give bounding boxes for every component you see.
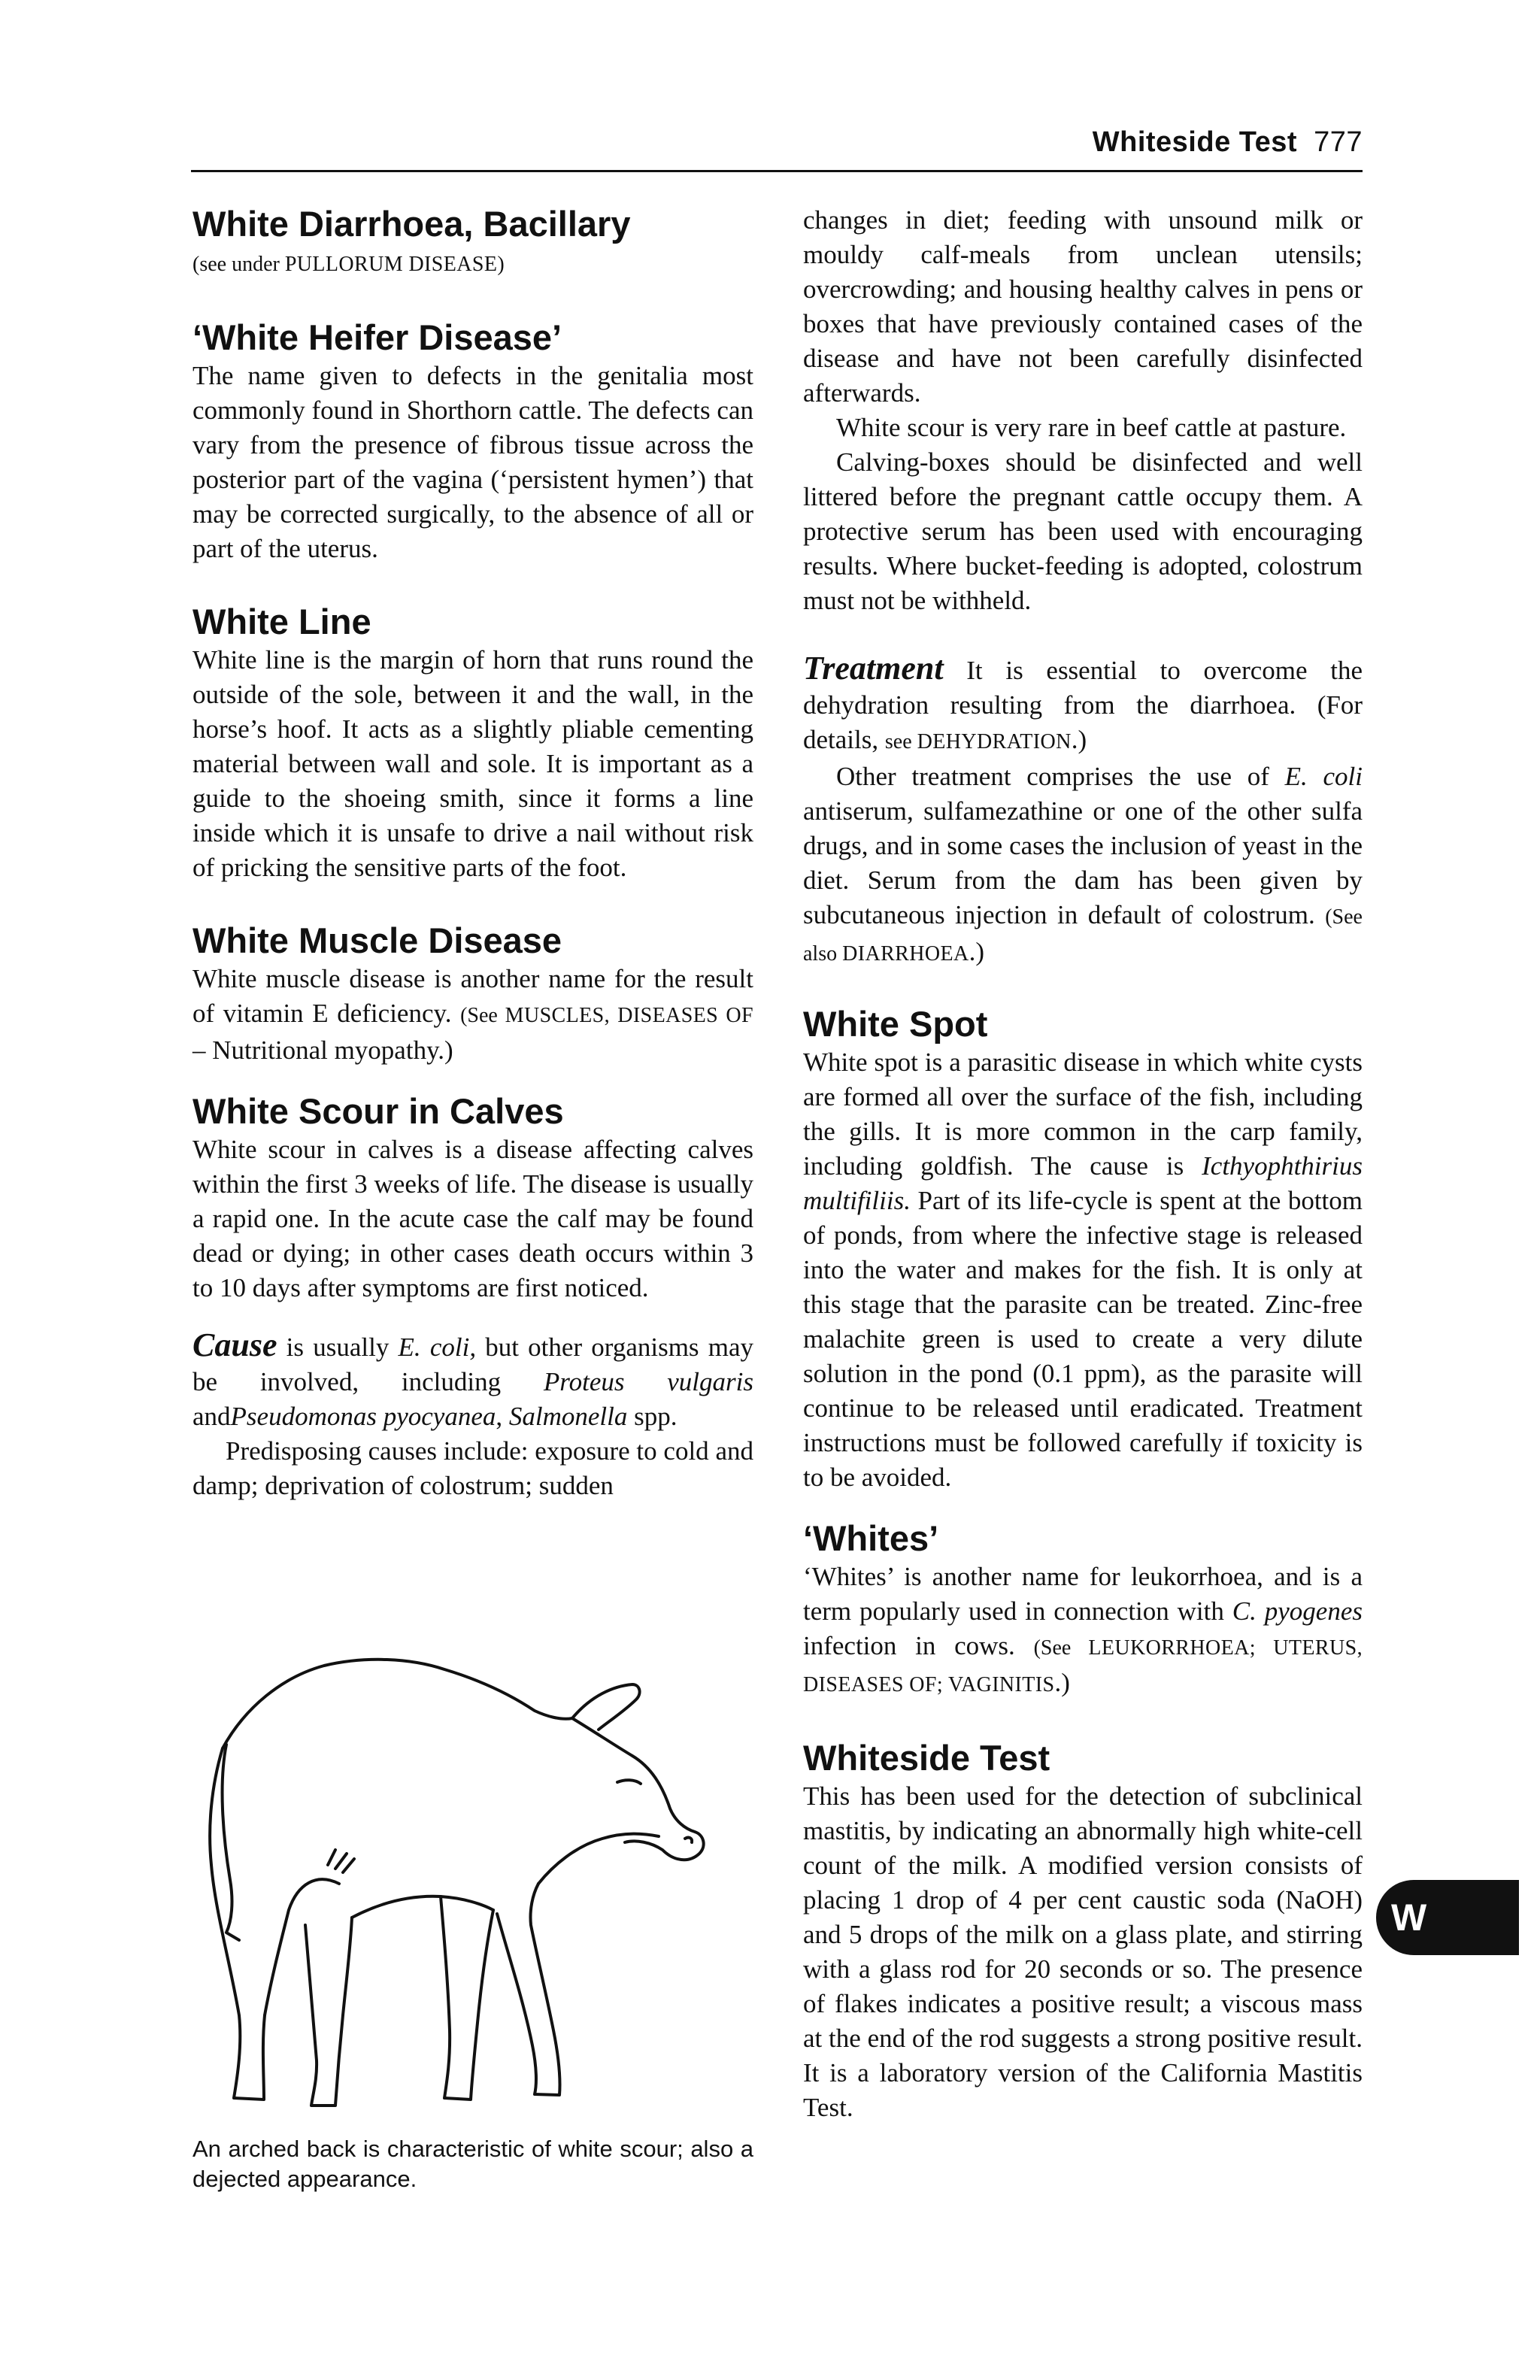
entry-white-muscle-disease xyxy=(192,920,753,1068)
entry-white-diarrhoea-bacillary xyxy=(192,203,753,282)
species-name: Icthyophthirius multifiliis. xyxy=(803,1151,1363,1215)
right-column xyxy=(803,203,1363,2125)
entry-title: White Spot xyxy=(803,1004,988,1044)
entry-title: White Scour in Calves xyxy=(192,1091,564,1131)
calf-back-outline xyxy=(223,1660,572,1748)
cross-reference-link[interactable]: MUSCLES, DISEASES OF xyxy=(505,1004,753,1027)
cause-text: but other organisms may be involved, including xyxy=(192,1332,753,1396)
calf-front-leg-one xyxy=(441,1896,493,2100)
calf-belly-outline xyxy=(352,1896,493,1918)
entry-whites xyxy=(803,1517,1363,1702)
species-name: C. pyogenes xyxy=(1232,1596,1363,1626)
calf-hair-tufts xyxy=(328,1850,354,1872)
entry-white-line xyxy=(192,601,753,885)
species-name: Proteus vulgaris xyxy=(543,1367,753,1396)
predisposing-paragraph: Predisposing causes include: exposure to cold and damp; deprivation of colostrum; sudden xyxy=(192,1436,753,1500)
calf-hind-inner-outline xyxy=(265,1879,339,2015)
species-name: Pseudomonas pyocyanea xyxy=(230,1402,496,1431)
entry-cross-reference xyxy=(192,245,753,282)
treatment-text: It is essential to overcome the dehydration resulting from the diarrhoea. (For details, xyxy=(803,656,1363,754)
see-label: see xyxy=(884,730,917,753)
entry-title: ‘Whites’ xyxy=(803,1518,939,1558)
see-label: (See xyxy=(1033,1636,1089,1660)
calf-eye xyxy=(617,1780,641,1784)
entry-white-spot xyxy=(803,1003,1363,1495)
entry-title: White Line xyxy=(192,602,371,641)
other-treatment-text: antiserum, sulfamezathine or one of the other sulfa drugs, and in some cases the inclusion of yeast in the diet. Serum from the dam has been given by subcutaneous injection in default of colostrum. xyxy=(803,796,1363,929)
cross-reference-link[interactable]: LEUKORRHOEA; UTERUS, DISEASES OF; VAGINITIS xyxy=(803,1636,1363,1696)
calf-illustration xyxy=(192,1624,753,2121)
calf-second-hind-leg xyxy=(305,1918,352,2106)
body-text: White muscle disease is another name for the result of vitamin E deficiency. xyxy=(192,964,753,1028)
closing-paren: .) xyxy=(1054,1668,1070,1697)
entry-body xyxy=(803,1045,1363,1495)
entry-white-scour-in-calves xyxy=(192,1090,753,1503)
calf-front-leg-two xyxy=(497,1884,560,2095)
body-text: infection in cows. xyxy=(803,1631,1034,1660)
entry-body: The name given to defects in the genitalia most commonly found in Shorthorn cattle. The defects can vary from the presence of fibrous tissue across the posterior part of the vagina (‘persistent hymen’) that may be corrected surgically, to the absence of all or part of the uterus. xyxy=(192,361,753,563)
entry-title: Whiteside Test xyxy=(803,1738,1050,1778)
left-column xyxy=(192,203,753,1503)
cause-text: and xyxy=(192,1402,231,1431)
cause-subheading: Cause xyxy=(192,1326,277,1363)
entry-body: White scour in calves is a disease affecting calves within the first 3 weeks of life. The disease is usually a rapid one. In the acute case the calf may be found dead or dying; in other cases death occurs within 3 to 10 days after symptoms are first noticed. xyxy=(192,1135,753,1302)
body-text: White spot is a parasitic disease in which white cysts are formed all over the surface of the fish, including the gills. It is more common in the carp family, including goldfish. The cause is xyxy=(803,1048,1363,1181)
running-head-title: Whiteside Test xyxy=(1092,126,1298,158)
body-text: ‘Whites’ is another name for leukorrhoea, and is a term popularly used in connection with xyxy=(803,1562,1363,1626)
closing-paren: ) xyxy=(497,253,505,276)
running-head xyxy=(1093,126,1363,159)
species-name: Salmonella xyxy=(508,1402,628,1431)
other-treatment-text: Other treatment comprises the use of xyxy=(836,762,1285,791)
species-name: E. coli xyxy=(1284,762,1363,791)
entry-body: White line is the margin of horn that runs round the outside of the sole, between it and the wall, in the horse’s hoof. It acts as a slightly pliable cementing material between wall and sole. It is important as a guide to the shoeing smith, since it forms a line inside which it is unsafe to drive a nail without risk of pricking the sensitive parts of the foot. xyxy=(192,645,753,882)
cross-reference-link[interactable]: DIARRHOEA xyxy=(842,942,969,966)
calf-nostril xyxy=(685,1838,692,1842)
cross-reference-link[interactable]: PULLORUM DISEASE xyxy=(284,253,498,276)
page-number: 777 xyxy=(1314,126,1363,158)
body-text: Part of its life-cycle is spent at the bottom of ponds, from where the infective stage is released into the water and makes for the fish. It is only at this stage that the parasite can be treated. Zinc-free malachite green is used to create a very dilute solution in the pond (0.1 ppm), as the parasite will continue to be released until eradicated. Treatment instructions must be followed carefully if toxicity is to be avoided. xyxy=(803,1186,1363,1492)
see-tail: – Nutritional myopathy.) xyxy=(192,1035,453,1065)
see-under-label: (see under xyxy=(192,253,285,276)
cross-reference-link[interactable]: DEHYDRATION xyxy=(917,730,1072,753)
scour-continuation: White scour is very rare in beef cattle at pasture. xyxy=(836,413,1347,442)
closing-paren: .) xyxy=(969,937,984,966)
closing-paren: .) xyxy=(1071,725,1087,754)
entry-title: White Muscle Disease xyxy=(192,920,562,960)
cause-text: is usually xyxy=(277,1332,399,1362)
see-label: (See xyxy=(460,1004,505,1027)
scour-continuation: changes in diet; feeding with unsound milk or mouldy calf-meals from unclean utensils; overcrowding; and housing healthy calves in pens or boxes that have previously contained cases of the disease and have not been carefully disinfected afterwards. xyxy=(803,205,1363,408)
section-thumb-tab: W xyxy=(1376,1880,1519,1955)
entry-body xyxy=(192,962,753,1068)
calf-tail xyxy=(223,1745,239,1940)
cause-paragraph xyxy=(192,1328,753,1434)
entry-title: White Diarrhoea, Bacillary xyxy=(192,204,631,244)
calf-rear-leg-outline xyxy=(210,1748,265,2100)
entry-title: ‘White Heifer Disease’ xyxy=(192,317,562,357)
other-treatment-paragraph xyxy=(803,759,1363,972)
cause-text: spp. xyxy=(627,1402,678,1431)
header-rule xyxy=(191,170,1363,172)
entry-body: This has been used for the detection of subclinical mastitis, by indicating an abnormally high white-cell count of the milk. A modified version consists of placing 1 drop of 4 per cent caustic soda (NaOH) and 5 drops of the milk on a glass plate, and stirring with a glass rod for 20 seconds or so. The presence of flakes indicates a positive result; a viscous mass at the end of the rod suggests a strong positive result. It is a laboratory version of the California Mastitis Test. xyxy=(803,1781,1363,2122)
see-also-label: (See also xyxy=(803,905,1363,966)
treatment-subheading: Treatment xyxy=(803,650,944,687)
scour-continuation: Calving-boxes should be disinfected and well littered before the pregnant cattle occupy them. A protective serum has been used with encouraging results. Where bucket-feeding is adopted, colostrum must not be withheld. xyxy=(803,447,1363,615)
entry-white-heifer-disease xyxy=(192,317,753,566)
species-name: E. coli, xyxy=(398,1332,477,1362)
entry-body xyxy=(803,1560,1363,1702)
entry-whiteside-test xyxy=(803,1737,1363,2125)
figure-caption: An arched back is characteristic of white scour; also a dejected appearance. xyxy=(192,2136,753,2192)
cause-text: , xyxy=(496,1402,509,1431)
treatment-paragraph xyxy=(803,651,1363,759)
